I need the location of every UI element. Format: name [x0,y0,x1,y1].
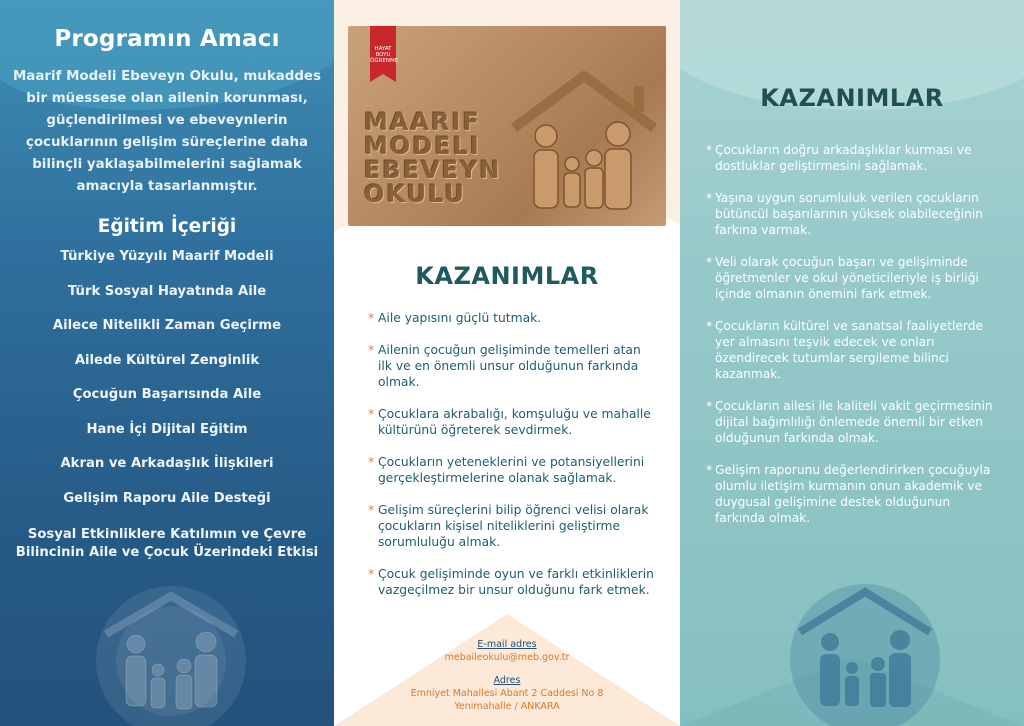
list-item: * Yaşına uygun sorumluluk verilen çocukların bütüncül başarılarının yüksek olabileceğinin farkına varmak. [706,191,984,237]
education-content-list [10,246,324,562]
address-label: Adres [493,675,521,686]
bullet-star-icon: * [368,407,375,421]
list-item: * Çocukların doğru arkadaşlıklar kurması ve dostluklar geliştirmesini sağlamak. [706,143,972,173]
list-item: * Ailenin çocuğun gelişiminde temelleri atan ilk ve en önemli unsur olduğunun farkında olmak. [368,343,641,389]
bullet-star-icon: * [706,191,713,205]
list-item: * Gelişim raporunu değerlendirirken çocuğuyla olumlu iletişim kurmanın onun akademik ve duygusal gelişimine destek olduğunun farkında olmak. [706,463,991,525]
bullet-star-icon: * [368,567,375,581]
bullet-star-icon: * [368,503,375,517]
address-line-1: Emniyet Mahallesi Abant 2 Caddesi No 8 [410,688,604,699]
list-item: Ailece Nitelikli Zaman Geçirme [52,318,282,333]
bullet-star-icon: * [368,455,375,469]
list-item: * Çocuklara akrabalığı, komşuluğu ve mahalle kültürünü öğreterek sevdirmek. [368,407,651,437]
list-item: Hane İçi Dijital Eğitim [86,421,248,437]
bullet-star-icon: * [368,311,375,325]
outcomes-list [368,310,658,614]
middle-panel [334,0,680,726]
list-item: * Gelişim süreçlerini bilip öğrenci velisi olarak çocukların kişisel niteliklerini geliştirme sorumluluğu almak. [368,503,649,549]
list-item: * Çocuk gelişiminde oyun ve farklı etkinliklerin vazgeçilmez bir unsur olduğunu fark etmek. [368,567,654,597]
list-item: Türk Sosyal Hayatında Aile [67,283,267,299]
lifelong-learning-ribbon: HAYAT BOYU ÖĞRENME [370,26,396,74]
contact-info [334,638,680,713]
cover-title: MAARIF MODELI EBEVEYN OKULU [364,108,502,208]
email-label: E-mail adres [477,639,537,650]
outcomes-title: KAZANIMLAR [760,84,944,112]
list-item: Sosyal Etkinliklere Katılımın ve Çevre Bilincinin Aile ve Çocuk Üzerindeki Etkisi [15,527,319,560]
bullet-star-icon: * [706,319,713,333]
list-item: Çocuğun Başarısında Aile [72,387,262,402]
left-panel [0,0,334,726]
outcomes-title: KAZANIMLAR [415,262,599,290]
bullet-star-icon: * [706,143,713,157]
family-house-icon [506,66,656,216]
list-item: * Aile yapısını güçlü tutmak. [368,311,542,325]
list-item: * Veli olarak çocuğun başarı ve gelişiminde öğretmenler ve okul yöneticileriyle iş birliği içinde olmanın önemini fark etmek. [706,255,979,301]
list-item: Akran ve Arkadaşlık İlişkileri [60,456,274,471]
program-cover-image [348,26,666,226]
right-panel [680,0,1024,726]
list-item: Gelişim Raporu Aile Desteği [63,490,271,506]
list-item: * Çocukların ailesi ile kaliteli vakit geçirmesinin dijital bağımlılığı önlemede önemli bir etken olduğunun farkında olmak. [706,399,993,445]
contact-footer [334,614,680,726]
bullet-star-icon: * [706,399,713,413]
address-line-2: Yenimahalle / ANKARA [454,701,560,712]
bullet-star-icon: * [368,343,375,357]
outcomes-list [706,142,1002,542]
family-house-icon [96,584,246,726]
list-item: Ailede Kültürel Zenginlik [74,352,260,368]
bullet-star-icon: * [706,255,713,269]
family-house-icon [790,580,940,726]
list-item: * Çocukların kültürel ve sanatsal faaliyetlerde yer almasını teşvik edecek ve onları özendirecek tutumlar sergileme bilinci kazanmak. [706,319,983,381]
education-content-title: Eğitim İçeriği [97,216,237,237]
program-purpose-title: Programın Amacı [54,26,280,52]
list-item: * Çocukların yeteneklerini ve potansiyellerini gerçekleştirmelerine olanak sağlamak. [368,455,645,485]
email-link[interactable]: mebaileokulu@meb.gov.tr [444,652,570,663]
bullet-star-icon: * [706,463,713,477]
list-item: Türkiye Yüzyılı Maarif Modeli [60,249,274,264]
program-purpose-text: Maarif Modeli Ebeveyn Okulu, mukaddes bir müessese olan ailenin korunması, güçlendirilmesi ve ebeveynlerin çocuklarının gelişim süreçlerine daha bilinçli yaklaşabilmelerini sağlamak amacıyla tasarlanmıştır. [12,69,321,194]
